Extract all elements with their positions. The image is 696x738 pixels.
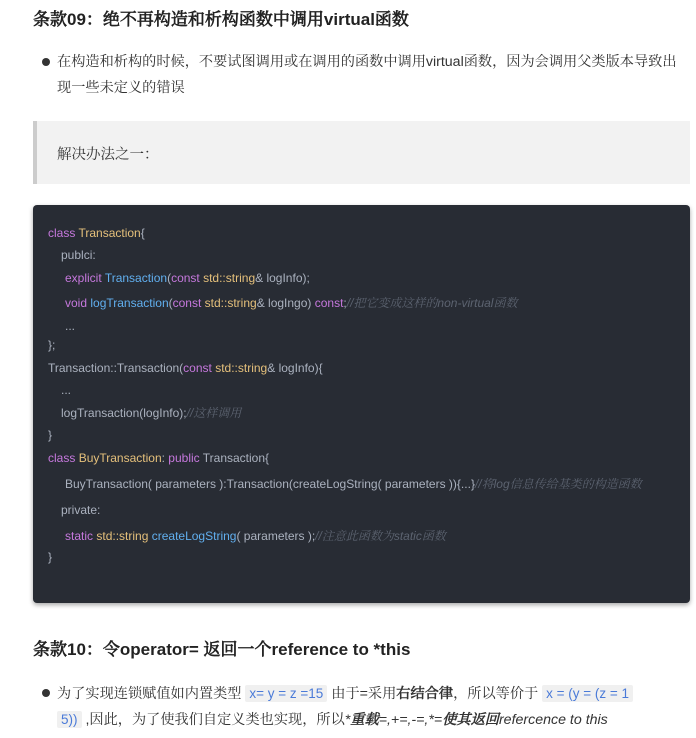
item10-heading: 条款10：令operator= 返回一个reference to *this bbox=[33, 640, 411, 659]
blockquote bbox=[33, 121, 690, 184]
code-line-3: explicit Transaction(const std::string& logInfo); bbox=[65, 271, 310, 285]
blockquote-text: 解决办法之一： bbox=[57, 147, 159, 163]
bullet-dot bbox=[42, 58, 50, 66]
item09-heading: 条款09：绝不再构造和析构函数中调用virtual函数 bbox=[33, 10, 409, 29]
bullet-dot bbox=[42, 689, 50, 697]
item09-bullet-text: 在构造和析构的时候，不要试图调用或在调用的函数中调用virtual函数，因为会调用父类版本导致出现一些未定义的错误 bbox=[57, 54, 677, 96]
code-line-1: class Transaction{ bbox=[48, 226, 145, 240]
inline-code: x= y = z =15 bbox=[245, 685, 327, 702]
code-block[interactable] bbox=[33, 205, 690, 603]
code-line-13: private: bbox=[61, 503, 101, 517]
code-line-2: publci: bbox=[61, 248, 96, 262]
code-line-5: ... bbox=[65, 319, 76, 333]
code-line-10: } bbox=[48, 428, 53, 442]
inline-code: 5)) bbox=[57, 711, 82, 728]
item10-bullet-text: 为了实现连锁赋值如内置类型 x= y = z =15 由于=采用右结合律，所以等价于 x = (y = (z = 1 5)) ,因此，为了使我们自定义类也实现，所以*重载=,+=,-=,*=使其返回refercence to this bbox=[57, 681, 687, 733]
bold-text: 右结合律 bbox=[396, 686, 454, 702]
code-line-7: Transaction::Transaction(const std::string& logInfo){ bbox=[48, 361, 323, 375]
code-line-6: }; bbox=[48, 338, 56, 352]
code-line-11: class BuyTransaction: public Transaction{ bbox=[48, 451, 270, 465]
code-line-9: logTransaction(logInfo);//这样调用 bbox=[61, 406, 242, 420]
code-line-4: void logTransaction(const std::string& logIngo) const;//把它变成这样的non-virtual函数 bbox=[65, 296, 518, 310]
code-line-12: BuyTransaction( parameters ):Transaction(createLogString( parameters )){...}//将log信息传给基类的构造函数 bbox=[65, 477, 642, 491]
inline-code: x = (y = (z = 1 bbox=[542, 685, 633, 702]
code-line-8: ... bbox=[61, 383, 72, 397]
code-line-14: static std::string createLogString( parameters );//注意此函数为static函数 bbox=[65, 529, 446, 543]
code-line-15: } bbox=[48, 550, 53, 564]
